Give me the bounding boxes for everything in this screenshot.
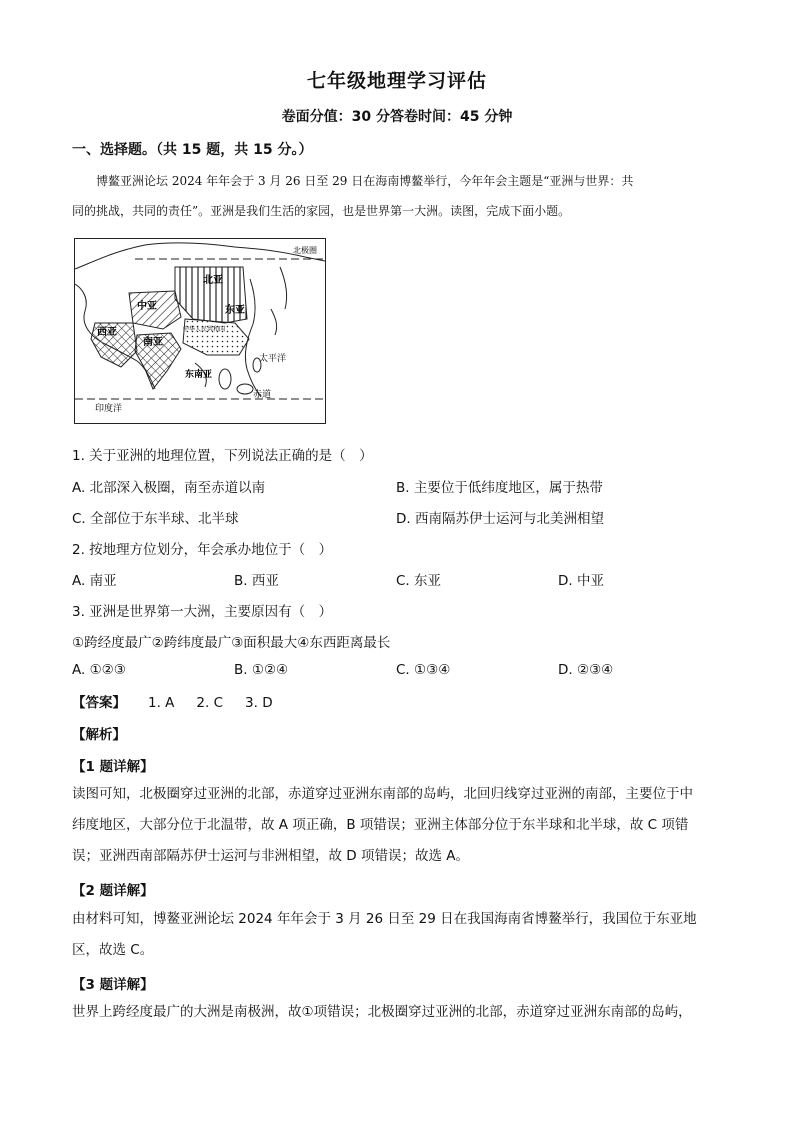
asia-map-figure xyxy=(74,238,326,424)
question-3-option-d[interactable]: D. ②③④ xyxy=(558,662,614,678)
map-label-south-asia: 南亚 xyxy=(143,337,163,348)
detail-2-line: 区，故选 C。 xyxy=(72,942,154,958)
map-label-pacific: 太平洋 xyxy=(259,354,287,364)
question-3-option-a[interactable]: A. ①②③ xyxy=(72,662,126,678)
map-label-equator: 赤道 xyxy=(253,390,272,400)
island xyxy=(237,384,253,394)
question-1-option-b[interactable]: B. 主要位于低纬度地区，属于热带 xyxy=(396,480,603,496)
answer-item: 1. A xyxy=(148,695,175,711)
detail-1-line: 纬度地区，大部分位于北温带，故 A 项正确，B 项错误；亚洲主体部分位于东半球和北半球，故 C 项错 xyxy=(72,817,689,833)
question-2-option-c[interactable]: C. 东亚 xyxy=(396,573,442,589)
answer-line xyxy=(72,691,273,711)
detail-1-line: 误；亚洲西南部隔苏伊士运河与非洲相望，故 D 项错误；故选 A。 xyxy=(72,848,470,864)
answer-item: 3. D xyxy=(245,695,273,711)
map-label-china: 中华人民共和国 xyxy=(183,326,226,333)
east-asia-region xyxy=(183,319,249,355)
question-2-option-a[interactable]: A. 南亚 xyxy=(72,573,117,589)
question-2-stem: 2. 按地理方位划分，年会承办地位于（ ） xyxy=(72,542,333,558)
question-1-option-d[interactable]: D. 西南隔苏伊士运河与北美洲相望 xyxy=(396,511,604,527)
island xyxy=(219,369,231,389)
detail-1-line: 读图可知，北极圈穿过亚洲的北部，赤道穿过亚洲东南部的岛屿，北回归线穿过亚洲的南部，主要位于中 xyxy=(72,786,693,802)
japan xyxy=(271,309,277,335)
page-title: 七年级地理学习评估 xyxy=(306,70,487,92)
map-label-arctic-circle: 北极圈 xyxy=(293,246,317,255)
detail-1-body xyxy=(72,779,722,872)
intro-line: 同的挑战，共同的责任”。亚洲是我们生活的家园，也是世界第一大洲。读图，完成下面小题。 xyxy=(72,204,571,218)
map-label-central-asia: 中亚 xyxy=(137,301,157,312)
section-heading: 一、选择题。（共 15 题，共 15 分。） xyxy=(72,142,313,158)
question-2-option-b[interactable]: B. 西亚 xyxy=(234,573,279,589)
detail-3-heading: 【3 题详解】 xyxy=(72,977,154,993)
detail-3-body xyxy=(72,997,722,1028)
question-3-option-c[interactable]: C. ①③④ xyxy=(396,662,451,678)
question-1-stem: 1. 关于亚洲的地理位置，下列说法正确的是（ ） xyxy=(72,448,373,464)
detail-1-heading: 【1 题详解】 xyxy=(72,759,154,775)
map-label-east-asia: 东亚 xyxy=(225,305,245,316)
detail-2-heading: 【2 题详解】 xyxy=(72,883,154,899)
map-label-southeast-asia: 东南亚 xyxy=(185,370,213,380)
answer-item: 2. C xyxy=(196,695,224,711)
map-label-indian-ocean: 印度洋 xyxy=(95,404,123,414)
question-3-statements: ①跨经度最广②跨纬度最广③面积最大④东西距离最长 xyxy=(72,635,391,651)
exam-info: 卷面分值：30 分答卷时间：45 分钟 xyxy=(281,109,513,125)
question-3-option-b[interactable]: B. ①②④ xyxy=(234,662,289,678)
intro-line: 博鳌亚洲论坛 2024 年年会于 3 月 26 日至 29 日在海南博鳌举行，今年年会主题是“亚洲与世界：共 xyxy=(96,174,634,188)
map-label-north-asia: 北亚 xyxy=(203,275,223,286)
question-3-stem: 3. 亚洲是世界第一大洲，主要原因有（ ） xyxy=(72,604,333,620)
map-label-west-asia: 西亚 xyxy=(97,327,117,338)
question-1-option-a[interactable]: A. 北部深入极圈，南至赤道以南 xyxy=(72,480,266,496)
intro-paragraph xyxy=(72,166,722,226)
north-coast xyxy=(75,243,325,269)
analysis-label: 【解析】 xyxy=(72,727,126,743)
asia-map xyxy=(75,239,325,423)
detail-2-body xyxy=(72,904,722,966)
kamchatka xyxy=(280,267,287,309)
answer-label: 【答案】 xyxy=(72,695,126,711)
detail-2-line: 由材料可知，博鳌亚洲论坛 2024 年年会于 3 月 26 日至 29 日在我国海南省博鳌举行，我国位于东亚地 xyxy=(72,911,697,927)
question-1-option-c[interactable]: C. 全部位于东半球、北半球 xyxy=(72,511,239,527)
question-2-option-d[interactable]: D. 中亚 xyxy=(558,573,604,589)
detail-3-line: 世界上跨经度最广的大洲是南极洲，故①项错误；北极圈穿过亚洲的北部，赤道穿过亚洲东南部的岛屿， xyxy=(72,1004,692,1020)
